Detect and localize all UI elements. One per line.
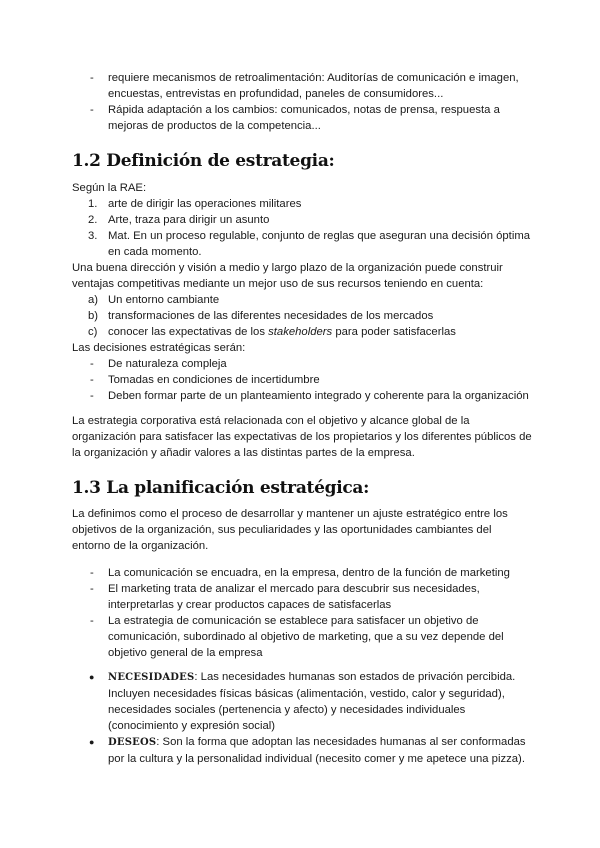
decisions-block (72, 340, 532, 404)
list-item (72, 212, 532, 228)
bullet-icon: ● (89, 737, 95, 747)
list-marker: - (90, 358, 94, 370)
list-item-text: arte de dirigir las operaciones militares (108, 198, 302, 210)
list-item-text: La comunicación se encuadra, en la empresa, dentro de la función de marketing (108, 567, 510, 579)
wishes-term: DESEOS (108, 737, 157, 748)
list-item-text: Un entorno cambiante (108, 294, 220, 306)
list-marker: c) (88, 326, 98, 338)
list-item-text: Arte, traza para dirigir un asunto (108, 214, 270, 226)
top-dash-list (72, 70, 532, 134)
list-item-text: : Las necesidades humanas son estados de privación percibida. Incluyen necesidades físicas básicas (alimentación, vestido, calor y seguridad), necesidades sociales (pertenencia y afecto) y necesidades individuales (conocimiento y expresión social) (108, 671, 516, 732)
list-item (72, 356, 532, 372)
list-marker: 3. (88, 230, 98, 242)
corporate-strategy-paragraph (72, 413, 532, 461)
list-item-text: Rápida adaptación a los cambios: comunicados, notas de prensa, respuesta a mejoras de productos de la competencia... (108, 104, 500, 132)
list-item (72, 70, 532, 102)
list-item-text: Tomadas en condiciones de incertidumbre (108, 374, 320, 386)
paragraph-text: La estrategia corporativa está relacionada con el objetivo y alcance global de la organización para satisfacer las expectativas de los propietarios y los diferentes públicos de la organización y añadir valores a las distintas partes de la empresa. (72, 415, 532, 459)
list-item-text: requiere mecanismos de retroalimentación: Auditorías de comunicación e imagen, encuestas, entrevistas en profundidad, paneles de consumidores... (108, 72, 519, 100)
strategy-paragraph: Una buena dirección y visión a medio y largo plazo de la organización puede construir ventajas competitivas mediante un mejor uso de sus recursos teniendo en cuenta: (72, 262, 503, 290)
list-item-text: para poder satisfacerlas (332, 326, 456, 338)
section-heading: 1.3 La planificación estratégica: (72, 478, 370, 498)
list-marker: - (90, 72, 94, 84)
list-marker: a) (88, 294, 99, 306)
rae-intro: Según la RAE: (72, 182, 147, 194)
list-item (72, 669, 532, 734)
list-item (72, 388, 532, 404)
list-item (72, 102, 532, 134)
list-marker: - (90, 104, 94, 116)
decisions-intro: Las decisiones estratégicas serán: (72, 342, 246, 354)
list-item (72, 228, 532, 260)
section-1-3 (72, 477, 532, 499)
list-marker: 2. (88, 214, 98, 226)
list-item (72, 196, 532, 212)
list-item (72, 372, 532, 388)
list-item (72, 734, 532, 767)
list-item (72, 565, 532, 581)
planning-intro (72, 506, 532, 554)
list-item-text: De naturaleza compleja (108, 358, 227, 370)
needs-term: NECESIDADES (108, 672, 195, 683)
list-item-text: El marketing trata de analizar el mercado para descubrir sus necesidades, interpretarlas y crear productos capaces de satisfacerlas (108, 583, 480, 611)
list-item-text: : Son la forma que adoptan las necesidades humanas al ser conformadas por la cultura y la personalidad individual (necesito comer y me apetece una pizza). (108, 736, 526, 765)
bullet-icon: ● (89, 672, 95, 682)
list-item (72, 581, 532, 613)
section-1-2 (72, 150, 532, 172)
section-heading: 1.2 Definición de estrategia: (72, 151, 335, 171)
list-marker: - (90, 374, 94, 386)
list-marker: - (90, 567, 94, 579)
list-item-text: Mat. En un proceso regulable, conjunto de reglas que aseguran una decisión óptima en cada momento. (108, 230, 531, 258)
list-marker: - (90, 390, 94, 402)
list-item (72, 324, 532, 340)
planning-dash-list (72, 565, 532, 661)
list-marker: 1. (88, 198, 98, 210)
list-marker: b) (88, 310, 99, 322)
list-marker: - (90, 615, 94, 627)
list-marker: - (90, 583, 94, 595)
list-item-text: transformaciones de las diferentes necesidades de los mercados (108, 310, 434, 322)
list-item-text: conocer las expectativas de los (108, 326, 269, 338)
list-item (72, 292, 532, 308)
paragraph-text: La definimos como el proceso de desarrollar y mantener un ajuste estratégico entre los objetivos de la organización, sus peculiaridades y las oportunidades cambiantes del entorno de la organización. (72, 508, 508, 552)
list-item-text: La estrategia de comunicación se establece para satisfacer un objetivo de comunicación, subordinado al objetivo de marketing, que a su vez depende del objetivo general de la empresa (108, 615, 504, 659)
list-item (72, 613, 532, 661)
stakeholders-term: stakeholders (268, 326, 333, 338)
list-item (72, 308, 532, 324)
planning-bullet-list (72, 669, 532, 767)
section-1-2-body (72, 180, 532, 340)
list-item-text: Deben formar parte de un planteamiento integrado y coherente para la organización (108, 390, 529, 402)
